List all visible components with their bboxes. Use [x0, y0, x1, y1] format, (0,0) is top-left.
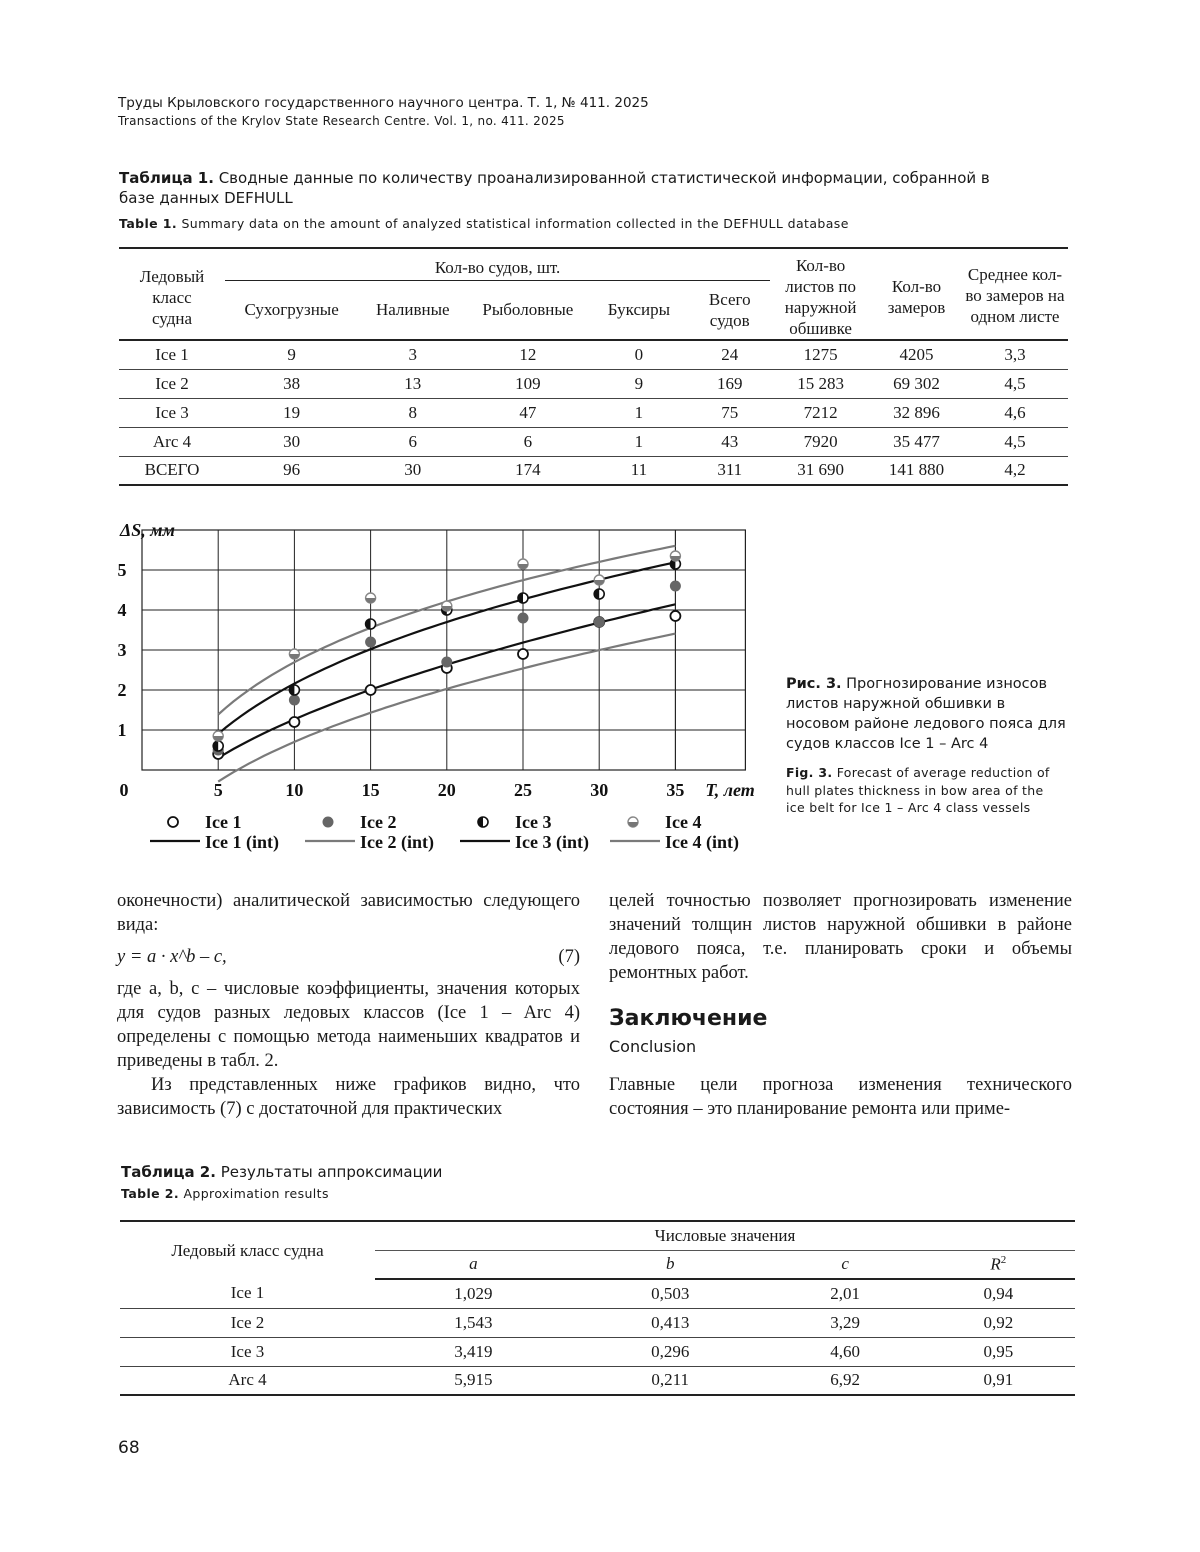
section-heading-en: Conclusion	[609, 1037, 697, 1056]
t1-cell: 12	[467, 340, 588, 369]
marker-filled	[594, 617, 604, 627]
t1-cell: 15 283	[770, 369, 871, 398]
t1-cell: 8	[358, 398, 467, 427]
data-point-ice-2	[518, 613, 528, 623]
t2-cell: 0,92	[922, 1308, 1075, 1337]
t2-header-r2: $R^2$	[922, 1250, 1075, 1279]
t1-header-tanker: Наливные	[358, 280, 467, 340]
t2-row	[120, 1308, 1075, 1337]
t1-cell: 11	[588, 456, 689, 485]
t1-cell: 109	[467, 369, 588, 398]
table1-label-ru: Таблица 1.	[119, 169, 214, 187]
fig3-label-en: Fig. 3.	[786, 765, 833, 780]
body-paragraph: оконечности) аналитической зависимостью следующего вида:	[117, 891, 580, 935]
legend-label: Ice 1	[205, 812, 242, 832]
marker-filled	[442, 657, 452, 667]
y-tick-label: 1	[117, 720, 127, 740]
marker-filled	[518, 613, 528, 623]
data-point-ice-4	[366, 593, 376, 603]
t2-cell: 0,503	[651, 1283, 690, 1303]
legend-label: Ice 2	[360, 812, 397, 832]
t1-cell: 6	[467, 427, 588, 456]
t1-header-tug: Буксиры	[588, 280, 689, 340]
chart-ticks	[118, 520, 755, 800]
t1-cell: 69 302	[871, 369, 962, 398]
data-point-ice-4	[442, 601, 452, 611]
t2-header-b: b	[572, 1250, 769, 1279]
t1-header-plates: Кол-во листов по наружной обшивке	[784, 256, 857, 338]
t1-header-avg: Среднее кол-во замеров на одном листе	[965, 264, 1065, 326]
t1-cell: 75	[689, 398, 770, 427]
table1-label-en: Table 1.	[119, 216, 178, 231]
table2-caption	[121, 1162, 442, 1201]
data-point-ice-2	[594, 617, 604, 627]
fig3-label-ru: Рис. 3.	[786, 676, 842, 692]
fig3-caption-ru: Прогнозирование износов листов наружной обшивки в носовом районе ледового пояса для судов классов Ice 1 – Arc 4	[786, 676, 1066, 752]
t2-cell: 3,419	[375, 1337, 572, 1366]
table1-caption-en: Summary data on the amount of analyzed statistical information collected in the DEFHULL database	[181, 216, 849, 231]
chart-legend	[150, 812, 739, 853]
t1-cell: 9	[225, 340, 358, 369]
legend-marker	[478, 817, 488, 827]
t1-cell: 30	[225, 427, 358, 456]
t2-cell: 5,915	[375, 1366, 572, 1395]
table2	[120, 1220, 1075, 1396]
t2-cell: 0,91	[922, 1366, 1075, 1395]
data-point-ice-3	[289, 685, 299, 695]
t2-cell: 2,01	[830, 1283, 861, 1303]
t2-cell: 6,92	[769, 1366, 922, 1395]
data-point-ice-3	[213, 741, 223, 751]
x-tick-label: 30	[590, 780, 609, 800]
t1-cell: 141 880	[871, 456, 962, 485]
y-axis-label: ΔS, мм	[120, 520, 175, 540]
t1-cell: 1275	[770, 340, 871, 369]
t1-row	[119, 427, 1068, 456]
legend-label: Ice 2 (int)	[360, 832, 434, 852]
t2-header-values: Числовые значения	[654, 1225, 796, 1245]
fig3-caption-en: Forecast of average reduction of hull plates thickness in bow area of the ice belt for Ice 1 – Arc 4 class vessels	[786, 765, 1050, 815]
t1-cell: ВСЕГО	[119, 456, 225, 485]
t1-row	[119, 456, 1068, 485]
t2-cell: 0,413	[572, 1308, 769, 1337]
body-paragraph: Из представленных ниже графиков видно, что зависимость (7) с достаточной для практических	[117, 1075, 580, 1119]
t1-row	[119, 340, 1068, 369]
t1-cell: 174	[467, 456, 588, 485]
t2-header-ice-class: Ледовый класс судна	[171, 1240, 324, 1260]
t1-cell: 43	[689, 427, 770, 456]
t1-cell: 19	[225, 398, 358, 427]
t1-cell: 4,2	[962, 456, 1068, 485]
data-point-ice-1	[289, 717, 299, 727]
marker-open	[670, 611, 680, 621]
t1-cell: 169	[689, 369, 770, 398]
x-tick-label: 15	[361, 780, 380, 800]
journal-title-ru: Труды Крыловского государственного научного центра. Т. 1, № 411. 2025	[118, 95, 649, 111]
body-paragraph: Главные цели прогноза изменения технического состояния – это планирование ремонта или приме-	[609, 1075, 1072, 1119]
marker-filled	[366, 637, 376, 647]
x-tick-label: 25	[514, 780, 532, 800]
t1-cell: Ice 2	[119, 369, 225, 398]
t2-cell: 3,29	[769, 1308, 922, 1337]
data-point-ice-3	[594, 589, 604, 599]
t2-row	[120, 1279, 1075, 1308]
t1-cell: 3,3	[962, 340, 1068, 369]
t2-cell: Ice 3	[120, 1337, 375, 1366]
y-tick-label: 3	[117, 640, 127, 660]
data-point-ice-2	[670, 581, 680, 591]
t1-cell: 4205	[871, 340, 962, 369]
data-point-ice-4	[289, 649, 299, 659]
journal-title-en: Transactions of the Krylov State Research Centre. Vol. 1, no. 411. 2025	[118, 114, 565, 128]
data-point-ice-3	[518, 593, 528, 603]
equation-text: y = a · x^b – c,	[117, 947, 227, 967]
t1-cell: Ice 1	[119, 340, 225, 369]
t1-cell: 1	[588, 398, 689, 427]
legend-label: Ice 4	[665, 812, 702, 832]
body-column-left	[117, 889, 580, 1121]
t1-header-total: Всего судов	[689, 280, 770, 340]
equation-7	[117, 945, 580, 969]
table2-caption-ru: Результаты аппроксимации	[220, 1163, 443, 1181]
figure3-chart	[110, 515, 760, 860]
marker-open	[168, 817, 178, 827]
legend-marker	[323, 817, 333, 827]
table2-label-en: Table 2.	[121, 1186, 180, 1201]
t2-header-a: a	[375, 1250, 572, 1279]
t1-cell: 35 477	[871, 427, 962, 456]
t2-cell: Arc 4	[120, 1366, 375, 1395]
x-tick-label: 10	[285, 780, 304, 800]
t1-row	[119, 369, 1068, 398]
x-tick-label: 5	[213, 780, 223, 800]
page-number: 68	[118, 1438, 140, 1458]
x-tick-label: 0	[119, 780, 129, 800]
data-point-ice-2	[366, 637, 376, 647]
t2-cell: Ice 2	[120, 1308, 375, 1337]
t2-row	[120, 1366, 1075, 1395]
t2-cell: 0,95	[922, 1337, 1075, 1366]
equation-number: (7)	[558, 947, 580, 967]
table1	[119, 247, 1068, 486]
x-axis-label: T, лет	[705, 780, 755, 800]
legend-marker	[168, 817, 178, 827]
data-point-ice-1	[670, 611, 680, 621]
legend-label: Ice 4 (int)	[665, 832, 739, 852]
data-point-ice-4	[670, 551, 680, 561]
y-tick-label: 4	[117, 600, 127, 620]
t1-cell: 4,5	[962, 369, 1068, 398]
table1-caption-ru: Сводные данные по количеству проанализированной статистической информации, собранной в базе данных DEFHULL	[119, 169, 990, 207]
data-point-ice-1	[518, 649, 528, 659]
y-tick-label: 5	[117, 560, 127, 580]
t1-cell: 9	[588, 369, 689, 398]
legend-label: Ice 3 (int)	[515, 832, 589, 852]
t2-header-c: c	[769, 1250, 922, 1279]
t2-cell: 1,029	[454, 1283, 493, 1303]
t1-header-ice-class: Ледовый класс судна	[139, 266, 205, 328]
figure3-caption	[786, 674, 1066, 817]
legend-label: Ice 3	[515, 812, 552, 832]
t1-cell: 96	[225, 456, 358, 485]
t1-header-cargo: Сухогрузные	[225, 280, 358, 340]
t1-row	[119, 398, 1068, 427]
marker-filled	[323, 817, 333, 827]
t1-header-ships-group: Кол-во судов, шт.	[434, 257, 561, 277]
t1-cell: Arc 4	[119, 427, 225, 456]
t2-body	[120, 1279, 1075, 1395]
t1-cell: 32 896	[871, 398, 962, 427]
y-tick-label: 2	[117, 680, 127, 700]
t1-cell: 31 690	[770, 456, 871, 485]
section-heading-ru: Заключение	[609, 1006, 768, 1031]
table1-caption	[119, 168, 1019, 231]
t1-header-fishing: Рыболовные	[467, 280, 588, 340]
t1-cell: Ice 3	[119, 398, 225, 427]
data-point-ice-2	[289, 695, 299, 705]
t1-cell: 7920	[770, 427, 871, 456]
data-point-ice-2	[442, 657, 452, 667]
t2-cell: Ice 1	[230, 1283, 265, 1303]
t2-cell: 0,296	[572, 1337, 769, 1366]
t2-cell: 0,94	[983, 1283, 1014, 1303]
t2-cell: 1,543	[375, 1308, 572, 1337]
data-point-ice-1	[366, 685, 376, 695]
t1-cell: 4,5	[962, 427, 1068, 456]
data-point-ice-4	[518, 559, 528, 569]
body-paragraph: целей точностью позволяет прогнозировать изменение значений толщин листов наружной обшивки в районе ледового пояса, т.е. планировать сроки и объемы ремонтных работ.	[609, 891, 1072, 983]
data-point-ice-4	[213, 731, 223, 741]
t1-cell: 6	[358, 427, 467, 456]
t1-cell: 1	[588, 427, 689, 456]
legend-marker	[628, 817, 638, 827]
body-paragraph: где a, b, c – числовые коэффициенты, значения которых для судов разных ледовых классов (Ice 1 – Arc 4) определены с помощью метода наименьших квадратов и приведены в табл. 2.	[117, 979, 580, 1071]
t1-cell: 0	[588, 340, 689, 369]
t1-cell: 24	[689, 340, 770, 369]
t1-body	[119, 340, 1068, 485]
marker-open	[366, 685, 376, 695]
t1-cell: 38	[225, 369, 358, 398]
data-point-ice-4	[594, 575, 604, 585]
data-point-ice-3	[366, 619, 376, 629]
t1-cell: 30	[358, 456, 467, 485]
t2-cell: 0,211	[572, 1366, 769, 1395]
body-column-right	[609, 889, 1072, 1121]
t1-cell: 311	[689, 456, 770, 485]
t1-cell: 4,6	[962, 398, 1068, 427]
t1-header-measurements: Кол-во замеров	[887, 277, 946, 317]
t1-cell: 3	[358, 340, 467, 369]
t1-cell: 47	[467, 398, 588, 427]
marker-open	[518, 649, 528, 659]
marker-filled	[289, 695, 299, 705]
marker-filled	[670, 581, 680, 591]
table2-label-ru: Таблица 2.	[121, 1163, 216, 1181]
x-tick-label: 35	[666, 780, 685, 800]
legend-label: Ice 1 (int)	[205, 832, 279, 852]
table2-caption-en: Approximation results	[183, 1186, 329, 1201]
t1-cell: 7212	[770, 398, 871, 427]
t2-cell: 4,60	[769, 1337, 922, 1366]
x-tick-label: 20	[437, 780, 456, 800]
marker-open	[289, 717, 299, 727]
t2-row	[120, 1337, 1075, 1366]
t1-cell: 13	[358, 369, 467, 398]
